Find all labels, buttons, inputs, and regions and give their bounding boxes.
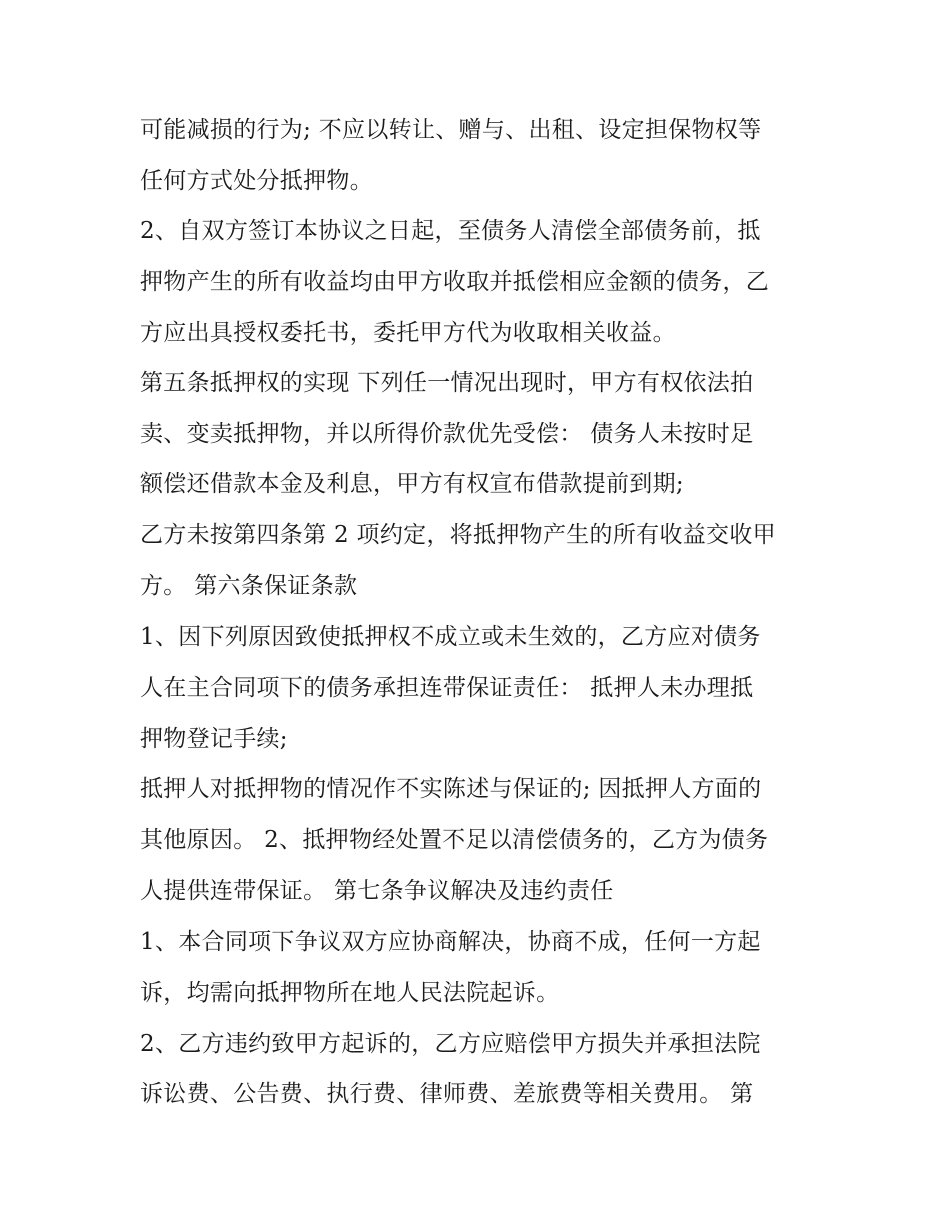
text-line: 人提供连带保证。 第七条争议解决及违约责任 <box>140 878 614 904</box>
text-line: 额偿还借款本金及利息，甲方有权宣布借款提前到期; <box>140 471 684 497</box>
text-line: 诉，均需向抵押物所在地人民法院起诉。 <box>140 980 560 1006</box>
text-line: 押物登记手续; <box>140 726 288 752</box>
text-line: 押物产生的所有收益均由甲方收取并抵偿相应金额的债务，乙 <box>140 269 770 295</box>
text-line: 1、本合同项下争议双方应协商解决，协商不成，任何一方起 <box>140 929 761 955</box>
text-line: 方应出具授权委托书，委托甲方代为收取相关收益。 <box>140 320 676 346</box>
text-line: 乙方未按第四条第 2 项约定，将抵押物产生的所有收益交收甲 <box>140 522 776 548</box>
text-line: 人在主合同项下的债务承担连带保证责任： 抵押人未办理抵 <box>140 675 754 701</box>
text-line: 诉讼费、公告费、执行费、律师费、差旅费等相关费用。 第 <box>140 1081 754 1107</box>
text-line: 2、自双方签订本协议之日起，至债务人清偿全部债务前，抵 <box>140 218 761 244</box>
text-line: 抵押人对抵押物的情况作不实陈述与保证的; 因抵押人方面的 <box>140 776 762 802</box>
text-line: 2、乙方违约致甲方起诉的，乙方应赔偿甲方损失并承担法院 <box>140 1031 761 1057</box>
text-line: 任何方式处分抵押物。 <box>140 168 373 194</box>
text-line: 卖、变卖抵押物，并以所得价款优先受偿： 债务人未按时足 <box>140 421 754 447</box>
text-line: 方。 第六条保证条款 <box>140 573 358 599</box>
text-line: 可能减损的行为; 不应以转让、赠与、出租、设定担保物权等 <box>140 117 762 143</box>
text-line: 其他原因。 2、抵押物经处置不足以清偿债务的，乙方为债务 <box>140 827 769 853</box>
text-line: 1、因下列原因致使抵押权不成立或未生效的，乙方应对债务 <box>140 624 761 650</box>
text-line: 第五条抵押权的实现 下列任一情况出现时，甲方有权依法拍 <box>140 370 754 396</box>
